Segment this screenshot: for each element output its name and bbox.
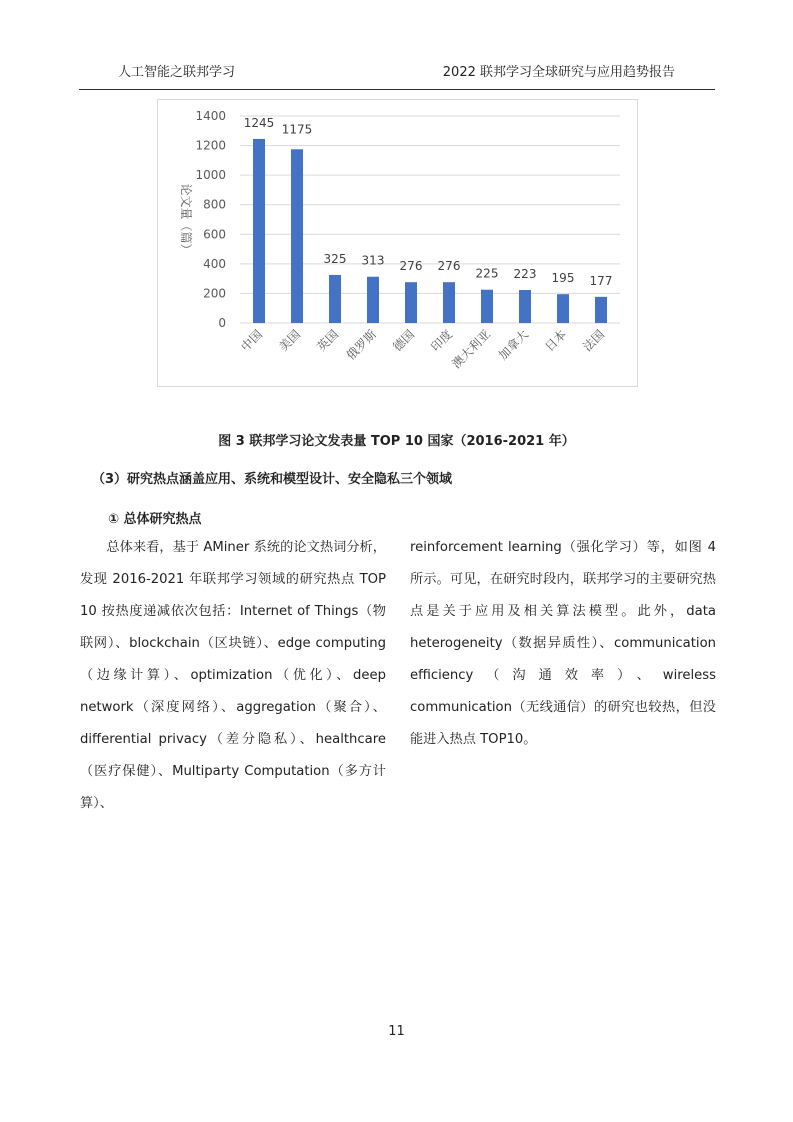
bar: [253, 139, 265, 323]
data-label: 177: [589, 273, 613, 288]
y-tick-label: 400: [203, 256, 226, 271]
data-label: 1175: [281, 122, 313, 137]
bar: [367, 277, 379, 323]
data-label: 1245: [243, 115, 275, 130]
data-label: 225: [475, 266, 499, 281]
x-tick-label: 德国: [390, 327, 418, 355]
y-tick-label: 600: [203, 227, 226, 242]
body-paragraph-left: 总体来看，基于 AMiner 系统的论文热词分析，发现 2016-2021 年联邦学习领域的研究热点 TOP 10 按热度递减依次包括：Internet of Things（物联网）、blockchain（区块链）、edge computing（边缘计算）、optimization（优化）、deep network（深度网络）、aggregation（聚合）、differential privacy（差分隐私）、healthcare（医疗保健）、Multiparty Computation（多方计算）、: [80, 540, 386, 811]
header-rule: [79, 89, 715, 90]
y-axis-label: 论文量（篇）: [179, 183, 193, 256]
x-tick-label: 中国: [238, 327, 266, 355]
x-tick-label: 法国: [580, 327, 608, 355]
y-tick-label: 1000: [195, 168, 226, 183]
section-heading: （3）研究热点涵盖应用、系统和模型设计、安全隐私三个领域: [92, 472, 453, 487]
bar: [291, 149, 303, 323]
x-tick-label: 俄罗斯: [343, 327, 380, 363]
bar: [519, 290, 531, 323]
x-tick-label: 英国: [314, 327, 342, 355]
body-paragraph-right: reinforcement learning（强化学习）等，如图 4 所示。可见，在研究时段内，联邦学习的主要研究热点是关于应用及相关算法模型。此外，data heterogeneity（数据异质性）、communication efficiency（沟通效率）、wireless communication（无线通信）的研究也较热，但没能进入热点 TOP10。: [410, 540, 716, 747]
body-column-right: [410, 532, 716, 756]
bar-chart: [157, 99, 638, 387]
data-label: 313: [361, 253, 385, 268]
y-tick-label: 1400: [195, 109, 226, 123]
x-tick-label: 印度: [428, 327, 456, 355]
bar: [405, 282, 417, 323]
bar: [443, 282, 455, 323]
header-right-title: 2022 联邦学习全球研究与应用趋势报告: [442, 65, 675, 80]
bar: [595, 297, 607, 323]
x-tick-label: 澳大利亚: [449, 327, 494, 372]
chart-canvas: [158, 100, 637, 386]
x-tick-label: 美国: [276, 327, 304, 355]
data-label: 325: [323, 251, 347, 266]
y-tick-label: 0: [218, 316, 226, 330]
data-label: 276: [437, 259, 461, 274]
data-label: 195: [551, 271, 575, 286]
bar: [329, 275, 341, 323]
y-tick-label: 1200: [195, 138, 226, 153]
x-tick-label: 日本: [542, 327, 570, 355]
bar: [557, 294, 569, 323]
data-label: 276: [399, 259, 423, 274]
subsection-heading: ① 总体研究热点: [108, 512, 202, 527]
bar: [481, 290, 493, 323]
y-tick-label: 800: [203, 197, 226, 212]
page-number: 11: [388, 1024, 405, 1039]
header-left-title: 人工智能之联邦学习: [118, 65, 236, 80]
figure-caption: 图 3 联邦学习论文发表量 TOP 10 国家（2016-2021 年）: [218, 434, 575, 449]
y-tick-label: 200: [203, 286, 226, 301]
body-column-left: [80, 532, 386, 820]
data-label: 223: [513, 267, 537, 282]
x-tick-label: 加拿大: [495, 327, 532, 363]
